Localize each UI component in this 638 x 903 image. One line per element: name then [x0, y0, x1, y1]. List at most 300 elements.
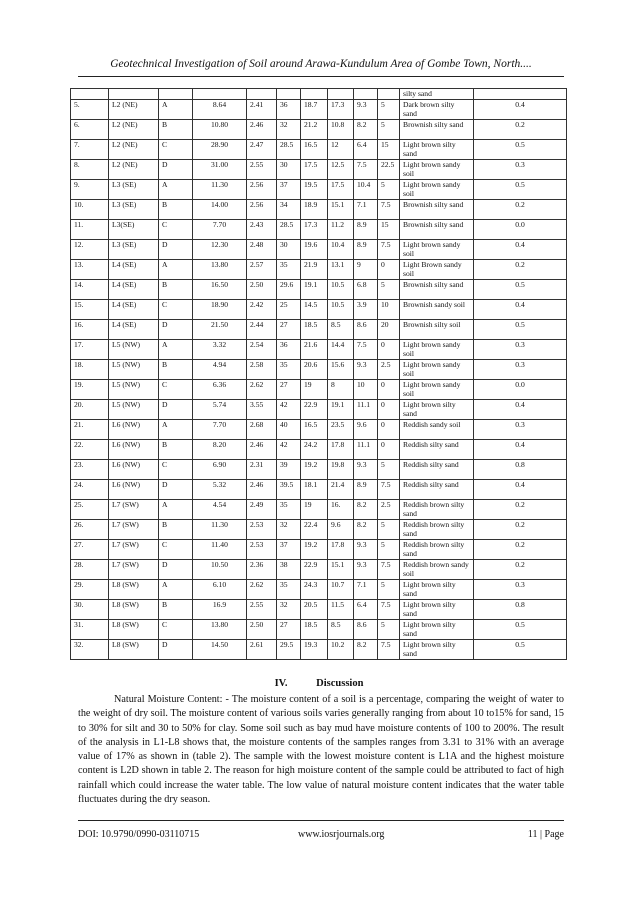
cell-no: 26. [71, 520, 109, 540]
cell-ls: 11.1 [354, 400, 378, 420]
cell-no: 5. [71, 100, 109, 120]
cell-gs: 2.61 [247, 640, 277, 660]
cell-pl: 19.2 [301, 540, 328, 560]
cell-dep: 0 [378, 380, 400, 400]
cell-gs: 2.62 [247, 380, 277, 400]
cell-ll: 32 [277, 120, 301, 140]
cell-pt: B [159, 360, 193, 380]
cell-gs: 2.46 [247, 120, 277, 140]
cell-mc: 8.64 [193, 100, 247, 120]
discussion-paragraph [78, 693, 564, 807]
cell-pl: 22.4 [301, 520, 328, 540]
cell-loc: L5 (NW) [109, 400, 159, 420]
cell-loc: L3(SE) [109, 220, 159, 240]
cell-pt: D [159, 640, 193, 660]
cell-pt: B [159, 280, 193, 300]
cell-soil: Brownish silty sand [400, 220, 474, 240]
cell-loc: L4 (SE) [109, 260, 159, 280]
section-heading: IV. Discussion [274, 678, 364, 689]
cell-mc: 28.90 [193, 140, 247, 160]
cell-gs: 2.36 [247, 560, 277, 580]
cell-pi: 15.1 [328, 200, 354, 220]
cell-soil: Reddish silty sand [400, 440, 474, 460]
footer-rule [78, 820, 564, 821]
cell-gs: 2.58 [247, 360, 277, 380]
cell-fin: 0.3 [474, 420, 567, 440]
cell-mc: 6.90 [193, 460, 247, 480]
cell-gs: 3.55 [247, 400, 277, 420]
cell-soil: Light brown silty sand [400, 400, 474, 420]
cell-pi: 19.1 [328, 400, 354, 420]
cell-ll: 42 [277, 440, 301, 460]
cell-pl: 19.1 [301, 280, 328, 300]
cell-pl: 17.3 [301, 220, 328, 240]
table-row [71, 280, 567, 300]
cell-pi: 12 [328, 140, 354, 160]
cell-ls: 6.4 [354, 600, 378, 620]
cell-fin: 0.2 [474, 260, 567, 280]
cell-soil: Reddish silty sand [400, 480, 474, 500]
cell-loc: L6 (NW) [109, 420, 159, 440]
cell-ll: 42 [277, 400, 301, 420]
cell-pl: 18.5 [301, 320, 328, 340]
cell-pi: 10.2 [328, 640, 354, 660]
cell-mc: 5.74 [193, 400, 247, 420]
cell-ls: 8.2 [354, 120, 378, 140]
cell-gs: 2.54 [247, 340, 277, 360]
cell-pl: 21.2 [301, 120, 328, 140]
cell-pl: 18.5 [301, 620, 328, 640]
cell-fin: 0.5 [474, 320, 567, 340]
cell-soil: silty sand [400, 89, 474, 100]
table-row [71, 100, 567, 120]
cell-pl: 22.9 [301, 400, 328, 420]
cell-no: 21. [71, 420, 109, 440]
cell-pl: 19 [301, 380, 328, 400]
cell-soil: Light brown sandy soil [400, 240, 474, 260]
cell-dep: 5 [378, 100, 400, 120]
cell-mc: 14.00 [193, 200, 247, 220]
cell-gs: 2.53 [247, 520, 277, 540]
cell-pi: 19.8 [328, 460, 354, 480]
cell-fin: 0.8 [474, 460, 567, 480]
cell-fin: 0.8 [474, 600, 567, 620]
cell-no: 17. [71, 340, 109, 360]
cell-ll: 35 [277, 260, 301, 280]
cell-fin: 0.2 [474, 520, 567, 540]
cell-fin: 0.2 [474, 560, 567, 580]
cell-gs: 2.50 [247, 280, 277, 300]
cell-pl: 22.9 [301, 560, 328, 580]
cell-ls: 8.2 [354, 520, 378, 540]
cell-pt: D [159, 320, 193, 340]
cell-mc: 13.80 [193, 260, 247, 280]
cell-ls: 8.2 [354, 500, 378, 520]
table-row-continuation [71, 89, 567, 100]
cell-pi: 8 [328, 380, 354, 400]
cell-ll: 27 [277, 620, 301, 640]
cell-soil: Light brown sandy soil [400, 180, 474, 200]
cell-mc: 8.20 [193, 440, 247, 460]
cell-pi: 9.6 [328, 520, 354, 540]
cell-pi: 21.4 [328, 480, 354, 500]
cell-gs: 2.56 [247, 200, 277, 220]
cell-no: 10. [71, 200, 109, 220]
cell-gs: 2.49 [247, 500, 277, 520]
cell-soil: Reddish brown sandy soil [400, 560, 474, 580]
cell-soil: Reddish brown silty sand [400, 520, 474, 540]
cell-pl: 24.3 [301, 580, 328, 600]
cell-soil: Dark brown silty sand [400, 100, 474, 120]
cell-pt: D [159, 160, 193, 180]
cell-pi: 10.8 [328, 120, 354, 140]
cell-pi: 15.6 [328, 360, 354, 380]
cell-no: 29. [71, 580, 109, 600]
cell-loc: L4 (SE) [109, 300, 159, 320]
cell-no: 30. [71, 600, 109, 620]
cell-soil: Brownish silty sand [400, 120, 474, 140]
cell-loc: L2 (NE) [109, 140, 159, 160]
cell-ll: 30 [277, 240, 301, 260]
cell-gs: 2.44 [247, 320, 277, 340]
cell-mc: 13.80 [193, 620, 247, 640]
cell-no: 11. [71, 220, 109, 240]
cell-pl: 20.6 [301, 360, 328, 380]
cell-mc: 6.10 [193, 580, 247, 600]
cell-dep: 7.5 [378, 480, 400, 500]
cell-mc: 11.30 [193, 180, 247, 200]
cell-soil: Reddish brown silty sand [400, 540, 474, 560]
cell-pt: A [159, 420, 193, 440]
cell-pi: 17.8 [328, 440, 354, 460]
cell-fin: 0.4 [474, 240, 567, 260]
cell-fin: 0.3 [474, 160, 567, 180]
cell-loc: L7 (SW) [109, 520, 159, 540]
cell-gs: 2.31 [247, 460, 277, 480]
cell-pi: 14.4 [328, 340, 354, 360]
cell-pi: 10.7 [328, 580, 354, 600]
cell-mc: 16.9 [193, 600, 247, 620]
cell-fin: 0.5 [474, 620, 567, 640]
cell-ls: 11.1 [354, 440, 378, 460]
cell-pi: 8.5 [328, 620, 354, 640]
cell-ll: 28.5 [277, 140, 301, 160]
footer-page-number: 11 | Page [527, 829, 564, 840]
cell-dep: 5 [378, 540, 400, 560]
cell-gs: 2.62 [247, 580, 277, 600]
cell-ll: 30 [277, 160, 301, 180]
cell-no: 18. [71, 360, 109, 380]
cell-loc: L3 (SE) [109, 240, 159, 260]
cell-pt: C [159, 460, 193, 480]
cell-no: 32. [71, 640, 109, 660]
cell-ls: 7.1 [354, 200, 378, 220]
cell-pl: 18.7 [301, 100, 328, 120]
cell-dep: 0 [378, 440, 400, 460]
cell-no: 28. [71, 560, 109, 580]
cell-fin: 0.4 [474, 400, 567, 420]
cell-no: 25. [71, 500, 109, 520]
cell-no: 20. [71, 400, 109, 420]
cell-pl: 17.5 [301, 160, 328, 180]
cell-mc: 10.50 [193, 560, 247, 580]
cell-ll: 35 [277, 360, 301, 380]
table-row [71, 140, 567, 160]
table-row [71, 540, 567, 560]
cell-dep: 10 [378, 300, 400, 320]
cell-pl: 20.5 [301, 600, 328, 620]
cell-dep: 5 [378, 580, 400, 600]
cell-dep: 2.5 [378, 500, 400, 520]
cell-fin: 0.3 [474, 360, 567, 380]
cell-pi: 10.5 [328, 280, 354, 300]
cell-ls: 8.6 [354, 320, 378, 340]
cell-dep: 7.5 [378, 600, 400, 620]
cell-pt: C [159, 540, 193, 560]
table-row [71, 360, 567, 380]
cell-ls: 10 [354, 380, 378, 400]
cell-pt: C [159, 300, 193, 320]
table-row [71, 640, 567, 660]
cell-loc: L5 (NW) [109, 380, 159, 400]
table-row [71, 320, 567, 340]
cell-ll: 37 [277, 540, 301, 560]
cell-ll: 34 [277, 200, 301, 220]
cell-ls: 7.1 [354, 580, 378, 600]
cell-dep: 0 [378, 420, 400, 440]
cell-dep: 22.5 [378, 160, 400, 180]
cell-dep: 2.5 [378, 360, 400, 380]
cell-fin: 0.5 [474, 140, 567, 160]
cell-soil: Brownish silty sand [400, 200, 474, 220]
cell-no: 12. [71, 240, 109, 260]
cell-no: 22. [71, 440, 109, 460]
cell-mc: 11.30 [193, 520, 247, 540]
cell-no: 16. [71, 320, 109, 340]
cell-mc: 7.70 [193, 420, 247, 440]
cell-mc: 21.50 [193, 320, 247, 340]
table-row [71, 180, 567, 200]
table-row [71, 440, 567, 460]
cell-ls: 10.4 [354, 180, 378, 200]
cell-soil: Light brown sandy soil [400, 340, 474, 360]
cell-ls: 3.9 [354, 300, 378, 320]
cell-soil: Light brown sandy soil [400, 380, 474, 400]
cell-fin: 0.4 [474, 440, 567, 460]
cell-pi: 17.5 [328, 180, 354, 200]
cell-fin: 0.5 [474, 640, 567, 660]
cell-ll: 32 [277, 600, 301, 620]
cell-pt: C [159, 140, 193, 160]
cell-mc: 4.54 [193, 500, 247, 520]
cell-no: 31. [71, 620, 109, 640]
cell-pi: 10.4 [328, 240, 354, 260]
running-header: Geotechnical Investigation of Soil around Arawa-Kundulum Area of Gombe Town, North.... [110, 58, 532, 70]
table-row [71, 240, 567, 260]
table-row [71, 480, 567, 500]
footer-website: www.iosrjournals.org [298, 829, 385, 840]
cell-dep: 15 [378, 140, 400, 160]
cell-loc: L4 (SE) [109, 320, 159, 340]
cell-gs: 2.46 [247, 440, 277, 460]
cell-soil: Brownish sandy soil [400, 300, 474, 320]
cell-pt: A [159, 580, 193, 600]
cell-no: 6. [71, 120, 109, 140]
cell-mc: 12.30 [193, 240, 247, 260]
cell-ls: 7.5 [354, 340, 378, 360]
cell-pi: 17.8 [328, 540, 354, 560]
cell-pt: D [159, 240, 193, 260]
table-row [71, 580, 567, 600]
cell-loc: L6 (NW) [109, 480, 159, 500]
table-row [71, 340, 567, 360]
cell-mc: 11.40 [193, 540, 247, 560]
cell-pt: B [159, 440, 193, 460]
table-row [71, 600, 567, 620]
cell-soil: Light Brown sandy soil [400, 260, 474, 280]
cell-ll: 28.5 [277, 220, 301, 240]
cell-ll: 39 [277, 460, 301, 480]
cell-loc: L2 (NE) [109, 160, 159, 180]
cell-no: 27. [71, 540, 109, 560]
cell-no: 8. [71, 160, 109, 180]
cell-loc: L8 (SW) [109, 620, 159, 640]
cell-pt: D [159, 560, 193, 580]
cell-loc: L7 (SW) [109, 560, 159, 580]
cell-loc: L7 (SW) [109, 500, 159, 520]
cell-loc: L8 (SW) [109, 640, 159, 660]
cell-ls: 8.9 [354, 240, 378, 260]
cell-pt: A [159, 260, 193, 280]
table-row [71, 400, 567, 420]
cell-dep: 0 [378, 400, 400, 420]
cell-mc: 18.90 [193, 300, 247, 320]
cell-ls: 8.2 [354, 640, 378, 660]
cell-pi: 10.5 [328, 300, 354, 320]
cell-ll: 32 [277, 520, 301, 540]
cell-pt: B [159, 520, 193, 540]
cell-loc: L8 (SW) [109, 600, 159, 620]
cell-pl: 21.6 [301, 340, 328, 360]
cell-fin: 0.2 [474, 120, 567, 140]
cell-pl: 19 [301, 500, 328, 520]
cell-pi: 11.2 [328, 220, 354, 240]
cell-soil: Light brown silty sand [400, 580, 474, 600]
cell-ls: 7.5 [354, 160, 378, 180]
cell-pl: 18.9 [301, 200, 328, 220]
table-row [71, 200, 567, 220]
cell-gs: 2.55 [247, 160, 277, 180]
cell-gs: 2.47 [247, 140, 277, 160]
cell-soil: Reddish brown silty sand [400, 500, 474, 520]
cell-gs: 2.55 [247, 600, 277, 620]
cell-mc: 5.32 [193, 480, 247, 500]
cell-pt: A [159, 100, 193, 120]
cell-loc: L3 (SE) [109, 180, 159, 200]
cell-mc: 4.94 [193, 360, 247, 380]
cell-pt: A [159, 340, 193, 360]
cell-soil: Brownish silty soil [400, 320, 474, 340]
cell-gs: 2.43 [247, 220, 277, 240]
cell-soil: Light brown sandy soil [400, 360, 474, 380]
cell-dep: 5 [378, 120, 400, 140]
table-body [71, 89, 567, 660]
cell-dep: 7.5 [378, 640, 400, 660]
cell-ll: 25 [277, 300, 301, 320]
cell-gs: 2.46 [247, 480, 277, 500]
cell-fin: 0.2 [474, 200, 567, 220]
cell-ll: 35 [277, 580, 301, 600]
cell-ls: 9.3 [354, 540, 378, 560]
cell-gs: 2.56 [247, 180, 277, 200]
cell-dep: 7.5 [378, 200, 400, 220]
cell-pt: D [159, 480, 193, 500]
cell-fin: 0.2 [474, 500, 567, 520]
soil-data-table [70, 88, 567, 660]
cell-pl: 16.5 [301, 420, 328, 440]
cell-fin: 0.3 [474, 580, 567, 600]
cell-ll: 40 [277, 420, 301, 440]
cell-gs: 2.57 [247, 260, 277, 280]
cell-pt: B [159, 600, 193, 620]
cell-ls: 9.3 [354, 560, 378, 580]
cell-dep: 5 [378, 280, 400, 300]
cell-no: 13. [71, 260, 109, 280]
cell-pl: 19.2 [301, 460, 328, 480]
cell-pl: 16.5 [301, 140, 328, 160]
cell-no: 19. [71, 380, 109, 400]
cell-mc: 3.32 [193, 340, 247, 360]
cell-fin: 0.5 [474, 280, 567, 300]
cell-dep: 15 [378, 220, 400, 240]
cell-loc: L8 (SW) [109, 580, 159, 600]
cell-ll: 35 [277, 500, 301, 520]
cell-pi: 16. [328, 500, 354, 520]
cell-pl: 19.5 [301, 180, 328, 200]
cell-ls: 8.9 [354, 480, 378, 500]
cell-loc: L2 (NE) [109, 120, 159, 140]
cell-mc: 16.50 [193, 280, 247, 300]
cell-mc: 10.80 [193, 120, 247, 140]
cell-pl: 19.6 [301, 240, 328, 260]
cell-ll: 36 [277, 100, 301, 120]
cell-soil: Light brown silty sand [400, 620, 474, 640]
cell-ls: 9.3 [354, 360, 378, 380]
cell-dep: 0 [378, 340, 400, 360]
cell-dep: 7.5 [378, 560, 400, 580]
cell-mc: 6.36 [193, 380, 247, 400]
cell-pi: 12.5 [328, 160, 354, 180]
cell-dep: 7.5 [378, 240, 400, 260]
cell-gs: 2.53 [247, 540, 277, 560]
table-row [71, 300, 567, 320]
cell-soil: Reddish sandy soil [400, 420, 474, 440]
cell-ll: 39.5 [277, 480, 301, 500]
paragraph-text: Natural Moisture Content: - The moisture content of a soil is a percentage, comparing the weight of water to the weight of dry soil. The moisture content of various soils varies generally ranging from about 10 to15% for sand, 15 to 30% for silt and 30 to 50% for clay. Some soil such as bay mud have moisture contents of 100 to 200%. The result of the analysis in L1-L8 shows that, the moisture contents of the samples ranges from 3.31 to 31% with an average value of 17% as shown in (table 2). The sample with the lowest moisture content is L1A and the highest moisture content is L2D shown in table 2. The reason for high moisture content of the sample could be attributed to fact of high rainfall which could increase the water table. The low value of natural moisture content indicates that the water table fluctuates during the dry season. [78, 694, 564, 806]
cell-gs: 2.41 [247, 100, 277, 120]
cell-pi: 13.1 [328, 260, 354, 280]
table-row [71, 380, 567, 400]
cell-loc: L2 (NE) [109, 100, 159, 120]
cell-ll: 29.5 [277, 640, 301, 660]
cell-ls: 6.8 [354, 280, 378, 300]
cell-dep: 0 [378, 260, 400, 280]
table-row [71, 260, 567, 280]
footer-doi: DOI: 10.9790/0990-03110715 [78, 829, 200, 840]
cell-pi: 17.3 [328, 100, 354, 120]
cell-pl: 19.3 [301, 640, 328, 660]
cell-no: 15. [71, 300, 109, 320]
